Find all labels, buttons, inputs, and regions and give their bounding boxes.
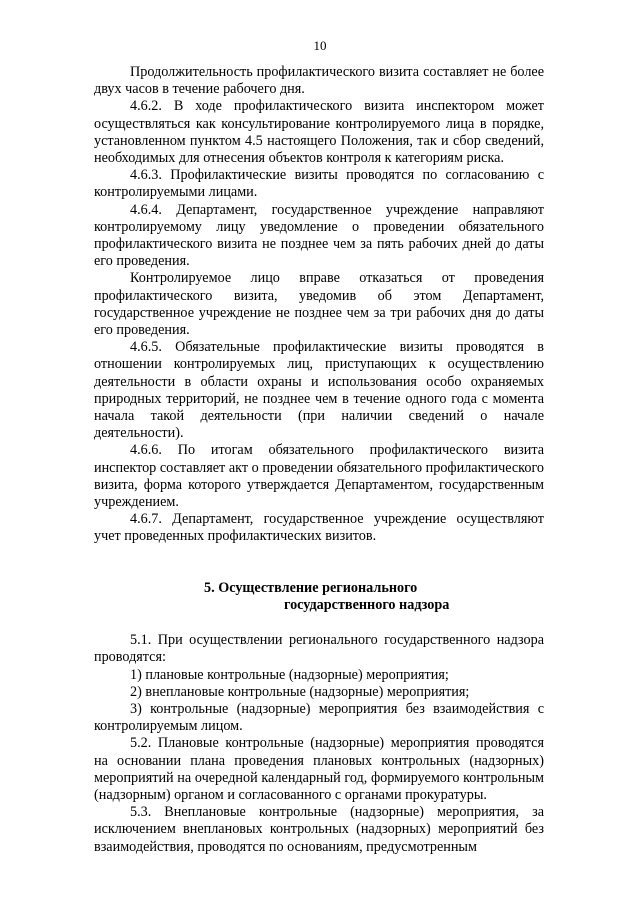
section-heading-line-1: 5. Осуществление регионального xyxy=(204,579,418,596)
page-number: 10 xyxy=(313,38,327,53)
list-item-planned: 1) плановые контрольные (надзорные) мероприятия; xyxy=(130,666,449,683)
paragraph-4-6-4: 4.6.4. Департамент, государственное учреждение направляют контролируемому лицу уведомление о проведении обязательного профилактического визита не позднее чем за пять рабочих дней до даты его проведения. xyxy=(94,201,544,270)
paragraph-4-6-5: 4.6.5. Обязательные профилактические визиты проводятся в отношении контролируемых лиц, приступающих к осуществлению деятельности в области охраны и использования особо охраняемых природных территорий, не позднее чем в течение одного года с момента начала такой деятельности (при наличии сведений о начале деятельности). xyxy=(94,339,544,442)
list-item-unplanned: 2) внеплановые контрольные (надзорные) мероприятия; xyxy=(130,683,470,700)
document-body xyxy=(94,64,544,856)
paragraph-4-6-7: 4.6.7. Департамент, государственное учреждение осуществляют учет проведенных профилактических визитов. xyxy=(94,511,544,545)
paragraph-4-6-6: 4.6.6. По итогам обязательного профилактического визита инспектор составляет акт о проведении обязательного профилактического визита, форма которого утверждается Департаментом, государственным учреждением. xyxy=(94,442,544,511)
paragraph-refusal: Контролируемое лицо вправе отказаться от проведения профилактического визита, уведомив об этом Департамент, государственное учреждение не позднее чем за три рабочих дня до даты его проведения. xyxy=(94,270,544,339)
paragraph-5-1: 5.1. При осуществлении регионального государственного надзора проводятся: xyxy=(94,632,544,666)
paragraph-4-6-3: 4.6.3. Профилактические визиты проводятся по согласованию с контролируемыми лицами. xyxy=(94,167,544,201)
paragraph-visit-duration: Продолжительность профилактического визита составляет не более двух часов в течение рабочего дня. xyxy=(94,64,544,98)
section-5-heading xyxy=(94,580,544,614)
paragraph-4-6-2: 4.6.2. В ходе профилактического визита инспектором может осуществляться как консультирование контролируемого лица в порядке, установленном пунктом 4.5 настоящего Положения, так и сбор сведений, необходимых для отнесения объектов контроля к категориям риска. xyxy=(94,98,544,167)
paragraph-5-3: 5.3. Внеплановые контрольные (надзорные) мероприятия, за исключением внеплановых контрольных (надзорных) мероприятий без взаимодействия, проводятся по основаниям, предусмотренным xyxy=(94,804,544,855)
section-heading-line-2: государственного надзора xyxy=(284,596,450,613)
paragraph-5-2: 5.2. Плановые контрольные (надзорные) мероприятия проводятся на основании плана проведения плановых контрольных (надзорных) мероприятий на очередной календарный год, формируемого контрольным (надзорным) органом и согласованного с органами прокуратуры. xyxy=(94,735,544,803)
list-item-no-interaction: 3) контрольные (надзорные) мероприятия без взаимодействия с контролируемым лицом. xyxy=(94,700,544,735)
